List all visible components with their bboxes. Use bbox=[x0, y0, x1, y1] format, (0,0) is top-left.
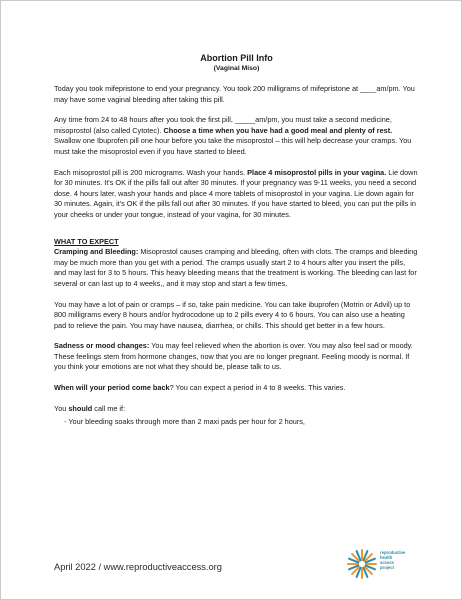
call-me-list bbox=[54, 417, 419, 428]
paragraph-cramping bbox=[54, 247, 419, 289]
footer-text: April 2022 / www.reproductiveaccess.org bbox=[54, 562, 222, 572]
paragraph-misoprostol-timing bbox=[54, 115, 419, 157]
emphasis-text: Choose a time when you have had a good meal and plenty of rest. bbox=[163, 125, 393, 135]
paragraph-period bbox=[54, 383, 419, 394]
paragraph-text: You may feel relieved when the abortion is over. You may also feel sad or moody. These feelings stem from hormone changes, now that you are no longer pregnant. Feeling moody is normal. If you think your emotions are not what they should be, please talk to us. bbox=[54, 341, 413, 372]
mood-label: Sadness or mood changes: bbox=[54, 341, 150, 351]
paragraph-text: Lie down for 30 minutes. It's OK if the pills fall out after 30 minutes. If your pregnancy was 9-11 weeks, you need a second dose. 4 hours later, wash your hands and place 4 more tablets of misoprostol in your vagina. Lie down again for 30 minutes. Again, it's OK if the pills fall out after 30 minutes. If you have started to bleed, you can put the pills in your cheeks or under your tongue, instead of your vagina, for 30 minutes. bbox=[54, 167, 418, 219]
logo-text bbox=[380, 550, 428, 570]
section-heading-what-to-expect: WHAT TO EXPECT bbox=[54, 236, 119, 246]
cramping-label: Cramping and Bleeding: bbox=[54, 247, 139, 257]
logo-line: project bbox=[380, 565, 394, 571]
paragraph-text: Each misoprostol pill is 200 micrograms. Wash your hands. bbox=[54, 167, 248, 177]
logo-line: reproductive bbox=[380, 550, 406, 555]
paragraph-dosing bbox=[54, 168, 419, 221]
paragraph-pain: You may have a lot of pain or cramps – if so, take pain medicine. You can take ibuprofen (Motrin or Advil) up to 800 milligrams every 8 hours and/or hydrocodone up to 2 pills every 4 to 6 hours. You can also use a heating pad to relieve the pain. You may have nausea, diarrhea, or chills. This should get better in a few hours. bbox=[54, 299, 411, 330]
paragraph-mifepristone: Today you took mifepristone to end your pregnancy. You took 200 milligrams of mifepristone at ____am/pm. You may have some vaginal bleeding after taking this pill. bbox=[54, 84, 415, 104]
document-title: Abortion Pill Info bbox=[200, 53, 273, 63]
paragraph-text: Misoprostol causes cramping and bleeding, often with clots. The cramps and bleeding may be much more than you get with a period. The cramps usually start 2 to 4 hours after you insert the pills, and may last for 3 to 5 hours. This heavy bleeding means that the treatment is working. The bleeding can last for several or can last up to 4 weeks,, and it may stop and start a few times. bbox=[54, 247, 418, 288]
period-label: When will your period come back bbox=[54, 383, 170, 393]
document-subtitle: (Vaginal Miso) bbox=[213, 65, 260, 72]
emphasis-text: Place 4 misoprostol pills in your vagina. bbox=[247, 167, 387, 177]
paragraph-text: Swallow one Ibuprofen pill one hour before you take the misoprostol – this will help decrease your cramps. You must take the misoprostol even if you have started to bleed. bbox=[54, 136, 412, 156]
list-item: - Your bleeding soaks through more than 2 maxi pads per hour for 2 hours, bbox=[64, 417, 419, 428]
rhap-logo bbox=[346, 546, 426, 582]
paragraph-mood bbox=[54, 341, 419, 373]
paragraph-text: ? You can expect a period in 4 to 8 weeks. This varies. bbox=[169, 383, 346, 393]
paragraph-text: You bbox=[54, 403, 69, 413]
logo-line: access bbox=[380, 560, 394, 566]
paragraph-call-me bbox=[54, 404, 419, 415]
document-body bbox=[54, 53, 419, 428]
emphasis-text: should bbox=[68, 403, 93, 413]
sunburst-logo-icon bbox=[346, 548, 378, 580]
paragraph-text: Any time from 24 to 48 hours after you took the first pill, _____am/pm, you must take a second medicine, misoprostol (also called Cytotec). bbox=[54, 115, 392, 135]
logo-line: health bbox=[380, 555, 393, 561]
paragraph-text: call me if: bbox=[92, 403, 126, 413]
